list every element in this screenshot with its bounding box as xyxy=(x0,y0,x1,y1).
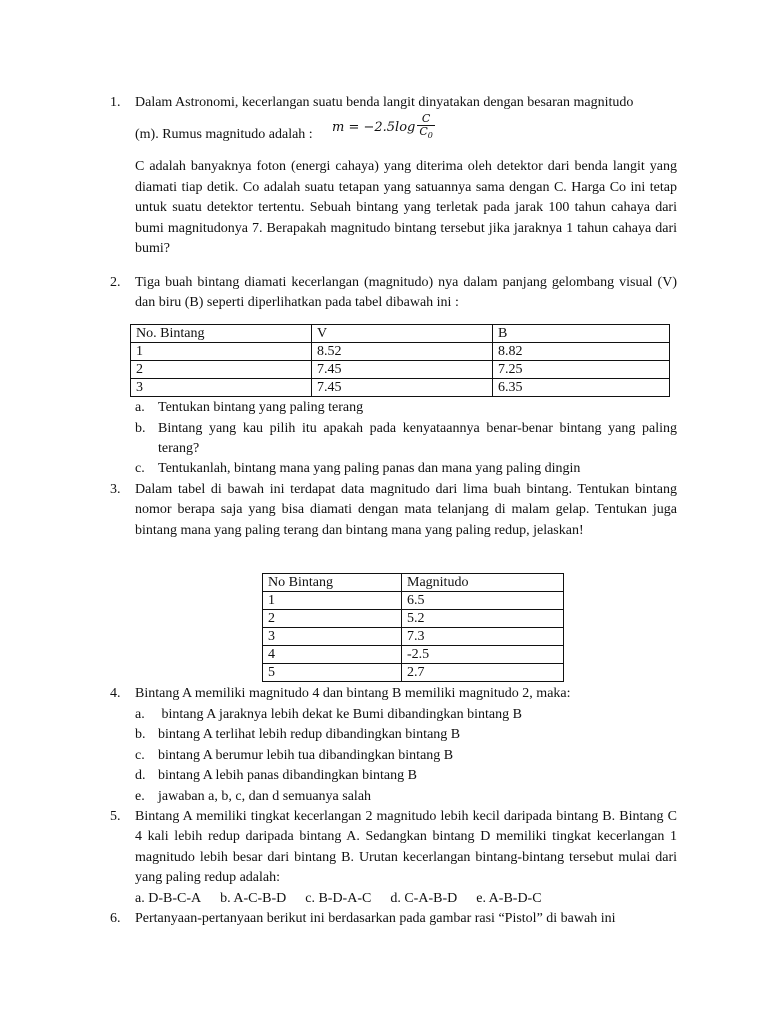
option-c: c. B-D-A-C xyxy=(305,890,372,906)
sub-text: Tentukanlah, bintang mana yang paling panas dan mana yang paling dingin xyxy=(158,461,581,476)
option-b: b. A-C-B-D xyxy=(220,890,287,906)
table-header-cell: V xyxy=(312,325,493,343)
question-number: 2. xyxy=(110,275,121,290)
formula-line xyxy=(135,113,677,147)
magnitude-formula xyxy=(332,113,435,142)
table-header-cell: No. Bintang xyxy=(131,325,312,343)
formula-numerator: C xyxy=(421,112,431,126)
table-cell: -2.5 xyxy=(402,646,564,664)
formula-den-base: C xyxy=(419,125,428,139)
formula-lead-text: (m). Rumus magnitudo adalah : xyxy=(135,127,313,143)
option-label: c. xyxy=(135,748,145,763)
option-text: jawaban a, b, c, dan d semuanya salah xyxy=(158,789,372,804)
option-e: e. A-B-D-C xyxy=(476,890,542,906)
option-e xyxy=(135,787,677,807)
sub-question-b xyxy=(135,419,677,460)
table-header-cell: B xyxy=(493,325,670,343)
option-text: bintang A berumur lebih tua dibandingkan bintang B xyxy=(158,748,454,763)
table-cell: 2.7 xyxy=(402,664,564,682)
question-1 xyxy=(110,93,677,259)
option-text: bintang A lebih panas dibandingkan bintang B xyxy=(158,768,417,783)
sub-text: Bintang yang kau pilih itu apakah pada kenyataannya benar-benar bintang yang paling terang? xyxy=(158,421,677,457)
question-number: 6. xyxy=(110,911,121,926)
answer-options xyxy=(135,889,677,909)
sub-question-a xyxy=(135,398,677,418)
table-header-row xyxy=(263,574,564,592)
table-cell: 7.25 xyxy=(493,361,670,379)
option-label: a. xyxy=(135,707,145,722)
option-d xyxy=(135,766,677,786)
question-5 xyxy=(110,807,677,909)
table-cell: 5 xyxy=(263,664,402,682)
table-cell: 8.82 xyxy=(493,343,670,361)
table-row xyxy=(263,592,564,610)
table-header-row xyxy=(131,325,670,343)
formula-denominator xyxy=(417,125,435,142)
question-text: Bintang A memiliki tingkat kecerlangan 2 magnitudo lebih kecil daripada bintang B. Bintang C 4 kali lebih redup daripada bintang A. Sedangkan bintang D memiliki tingkat kecerlangan 1 magnitudo lebih besar dari bintang B. Urutan kecerlangan bintang-bintang tersebut mulai dari yang paling redup adalah: xyxy=(135,809,677,886)
table-star-magnitudes xyxy=(262,573,564,682)
sub-text: Tentukan bintang yang paling terang xyxy=(158,400,364,415)
option-a: a. D-B-C-A xyxy=(135,890,202,906)
question-text: Pertanyaan-pertanyaan berikut ini berdasarkan pada gambar rasi “Pistol” di bawah ini xyxy=(135,911,616,926)
table-cell: 8.52 xyxy=(312,343,493,361)
table-cell: 4 xyxy=(263,646,402,664)
question-number: 3. xyxy=(110,482,121,497)
table-cell: 2 xyxy=(263,610,402,628)
question-text: Tiga buah bintang diamati kecerlangan (magnitudo) nya dalam panjang gelombang visual (V) dan biru (B) seperti diperlihatkan pada tabel dibawah ini : xyxy=(135,275,677,311)
table-cell: 3 xyxy=(131,379,312,397)
question-4 xyxy=(110,684,677,704)
table-row xyxy=(263,646,564,664)
formula-den-sub: 0 xyxy=(427,131,433,141)
option-label: b. xyxy=(135,727,146,742)
table-header-cell: Magnitudo xyxy=(402,574,564,592)
sub-label: b. xyxy=(135,421,146,436)
option-b xyxy=(135,725,677,745)
table-cell: 2 xyxy=(131,361,312,379)
question-text: Bintang A memiliki magnitudo 4 dan bintang B memiliki magnitudo 2, maka: xyxy=(135,686,571,701)
question-text: Dalam tabel di bawah ini terdapat data magnitudo dari lima buah bintang. Tentukan bintang nomor berapa saja yang bisa diamati dengan mata telanjang di malam gelap. Tentukan juga bintang mana yang paling terang dan bintang mana yang paling redup, jelaskan! xyxy=(135,482,677,538)
table-header-cell: No Bintang xyxy=(263,574,402,592)
option-label: d. xyxy=(135,768,146,783)
sub-label: a. xyxy=(135,400,145,415)
formula-lhs: m = −2.5log xyxy=(332,119,416,135)
option-text: bintang A jaraknya lebih dekat ke Bumi dibandingkan bintang B xyxy=(158,707,522,722)
table-cell: 1 xyxy=(263,592,402,610)
sub-question-c xyxy=(135,459,677,479)
question-number: 1. xyxy=(110,95,121,110)
table-star-magnitudes-vb xyxy=(130,324,670,397)
table-row xyxy=(131,343,670,361)
option-c xyxy=(135,746,677,766)
table-row xyxy=(263,628,564,646)
option-d: d. C-A-B-D xyxy=(390,890,458,906)
question-text: Dalam Astronomi, kecerlangan suatu benda langit dinyatakan dengan besaran magnitudo xyxy=(135,95,634,110)
table-cell: 1 xyxy=(131,343,312,361)
table-cell: 6.5 xyxy=(402,592,564,610)
formula-fraction xyxy=(417,113,435,142)
option-label: e. xyxy=(135,789,145,804)
table-cell: 6.35 xyxy=(493,379,670,397)
question-number: 5. xyxy=(110,809,121,824)
table-cell: 7.3 xyxy=(402,628,564,646)
question-number: 4. xyxy=(110,686,121,701)
table-cell: 3 xyxy=(263,628,402,646)
option-text: bintang A terlihat lebih redup dibandingkan bintang B xyxy=(158,727,461,742)
table-cell: 5.2 xyxy=(402,610,564,628)
question-6 xyxy=(110,909,677,929)
sub-label: c. xyxy=(135,461,145,476)
table-cell: 7.45 xyxy=(312,379,493,397)
table-row xyxy=(263,664,564,682)
table-cell: 7.45 xyxy=(312,361,493,379)
table-row xyxy=(131,361,670,379)
table-row xyxy=(263,610,564,628)
question-paragraph: C adalah banyaknya foton (energi cahaya) yang diterima oleh detektor dari benda langit yang diamati tiap detik. Co adalah suatu tetapan yang satuannya sama dengan C. Harga Co ini tetap untuk suatu detektor tertentu. Sebuah bintang yang terletak pada jarak 100 tahun cahaya dari bumi magnitudonya 7. Berapakah magnitudo bintang tersebut jika jaraknya 1 tahun cahaya dari bumi? xyxy=(135,159,677,257)
question-3 xyxy=(110,480,677,541)
option-a xyxy=(135,705,677,725)
question-2 xyxy=(110,273,677,314)
table-row xyxy=(131,379,670,397)
